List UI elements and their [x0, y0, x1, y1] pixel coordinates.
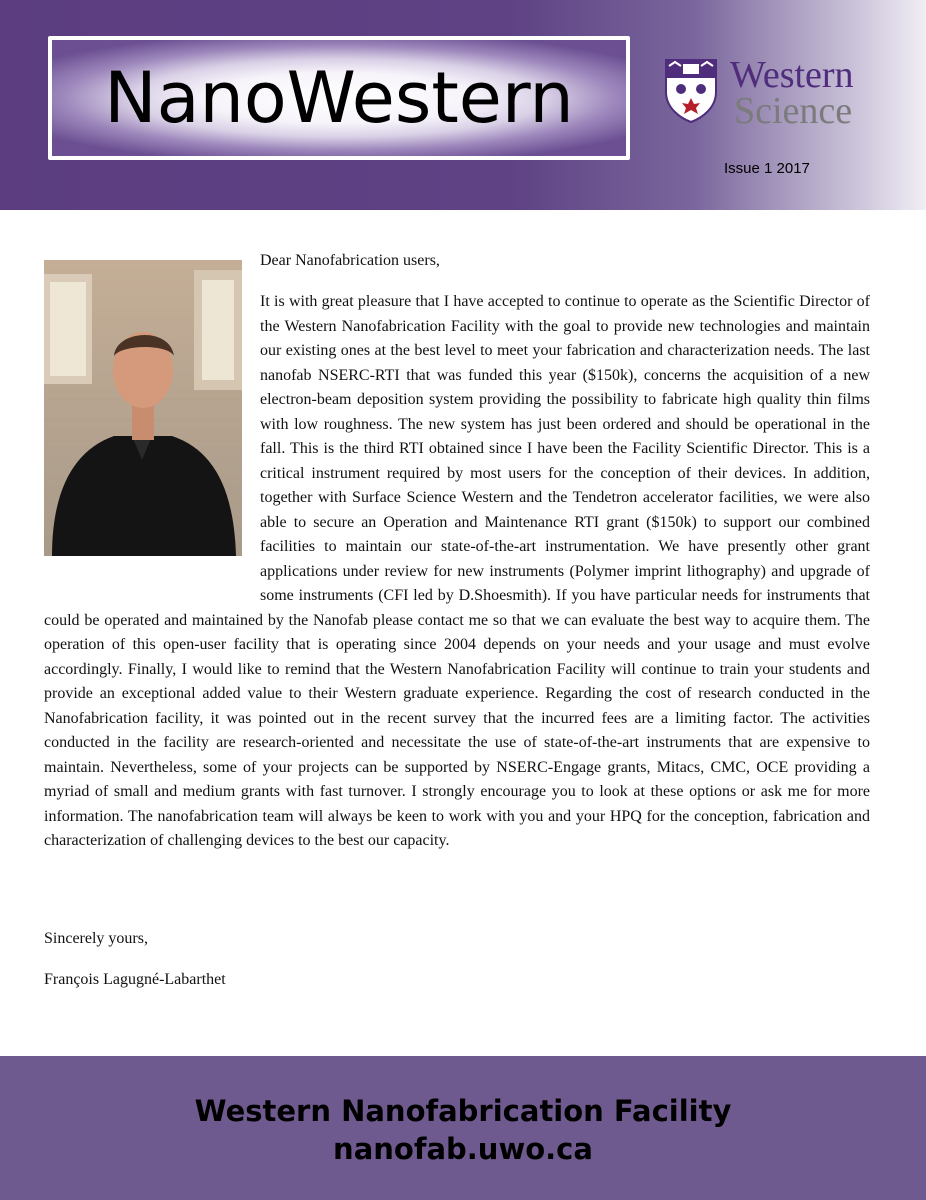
- signature: François Lagugné-Labarthet: [44, 971, 226, 988]
- issue-label: Issue 1 2017: [724, 160, 810, 177]
- letter-body-container: [44, 290, 870, 854]
- footer-website: nanofab.uwo.ca: [333, 1132, 593, 1166]
- photo-wrap-spacer: [44, 290, 260, 586]
- masthead-box: [48, 36, 630, 160]
- university-crest-icon: [664, 58, 718, 124]
- salutation: Dear Nanofabrication users,: [260, 252, 440, 269]
- footer-facility-name: Western Nanofabrication Facility: [194, 1094, 732, 1128]
- header-band: [0, 0, 926, 210]
- closing: Sincerely yours,: [44, 930, 148, 947]
- footer-band: [0, 1056, 926, 1200]
- wordmark-western: Western: [730, 54, 854, 96]
- masthead-title: NanoWestern: [104, 57, 574, 139]
- wordmark-science: Science: [734, 90, 853, 132]
- letter-body: It is with great pleasure that I have accepted to continue to operate as the Scientific Director of the Western Nanofabrication Facility with the goal to provide new technologies and maintain our existing ones at the best level to meet your fabrication and characterization needs. The last nanofab NSERC-RTI that was funded this year ($150k), concerns the acquisition of a new electron-beam deposition system providing the possibility to fabricate high quality thin films with low roughness. The new system has just been ordered and should be operational in the fall. This is the third RTI obtained since I have been the Facility Scientific Director. This is a critical instrument required by most users for the conception of their devices. In addition, together with Surface Science Western and the Tendetron accelerator facilities, we were also able to secure an Operation and Maintenance RTI grant ($150k) to support our combined facilities to maintain our state-of-the-art instrumentation. We have presently other grant applications under review for new instruments (Polymer imprint lithography) and upgrade of some instruments (CFI led by D.Shoesmith). If you have particular needs for instruments that could be operated and maintained by the Nanofab please contact me so that we can evaluate the best way to acquire them. The operation of this open-user facility that is operating since 2004 depends on your needs and your usage and must evolve accordingly. Finally, I would like to remind that the Western Nanofabrication Facility will continue to train your students and provide an exceptional added value to their Western graduate experience. Regarding the cost of research conducted in the Nanofabrication facility, it was pointed out in the recent survey that the incurred fees are a limiting factor. The activities conducted in the facility are research-oriented and necessitate the use of state-of-the-art instruments that are expensive to maintain. Nevertheless, some of your projects can be supported by NSERC-Engage grants, Mitacs, CMC, OCE providing a myriad of small and medium grants with fast turnover. I strongly encourage you to look at these options or ask me for more information. The nanofabrication team will always be keen to work with you and your HPQ for the conception, fabrication and characterization of challenging devices to the best our capacity.: [44, 293, 870, 849]
